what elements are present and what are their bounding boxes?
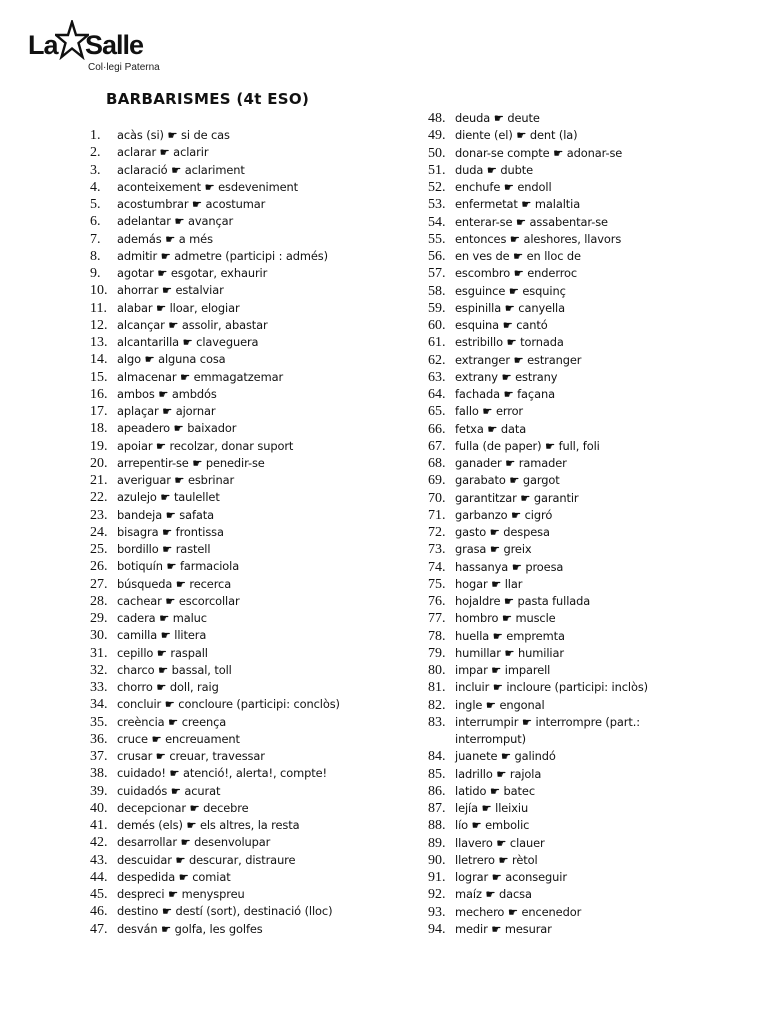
list-item [90, 853, 420, 870]
item-text: descuidar ☛ descurar, distraure [117, 852, 296, 867]
item-number: 82. [428, 697, 446, 713]
list-item [428, 836, 758, 853]
item-text: ahorrar ☛ estalviar [117, 283, 224, 298]
item-text: interrumpir ☛ interrompre (part.: [455, 714, 640, 729]
list-item [90, 542, 420, 559]
list-item [428, 853, 758, 870]
school-logo [28, 20, 168, 76]
item-text: hassanya ☛ proesa [455, 559, 564, 574]
list-item [90, 421, 420, 438]
list-item [90, 214, 420, 231]
list-item [428, 525, 758, 542]
list-item [428, 456, 758, 473]
item-number: 70. [428, 490, 446, 506]
item-text: acostumbrar ☛ acostumar [117, 197, 266, 211]
item-number: 28. [90, 593, 108, 609]
list-item [428, 594, 758, 611]
list-item [90, 870, 420, 887]
list-item [90, 697, 420, 714]
item-text: latido ☛ batec [455, 783, 535, 798]
list-item [428, 698, 758, 715]
item-number: 67. [428, 438, 446, 454]
list-item [90, 473, 420, 490]
item-number: 15. [90, 369, 108, 385]
item-number: 34. [90, 697, 108, 713]
star-icon [55, 20, 89, 60]
list-item [90, 646, 420, 663]
item-number: 65. [428, 404, 446, 420]
item-text: demés (els) ☛ els altres, la resta [117, 818, 300, 832]
list-item [90, 680, 420, 697]
item-number: 62. [428, 352, 446, 368]
item-text: charco ☛ bassal, toll [117, 662, 232, 677]
list-item [428, 128, 758, 145]
list-item [428, 680, 758, 697]
item-text: además ☛ a més [117, 231, 213, 246]
list-item [428, 663, 758, 680]
list-item [428, 215, 758, 232]
item-number: 22. [90, 490, 108, 506]
logo-subtitle: Col·legi Paterna [88, 62, 160, 73]
list-item [428, 422, 758, 439]
item-text: aclarar ☛ aclarir [117, 145, 209, 160]
page-title: BARBARISMES (4t ESO) [106, 90, 310, 108]
item-text: ganader ☛ ramader [455, 456, 567, 470]
item-number: 19. [90, 438, 108, 454]
item-number: 89. [428, 835, 446, 851]
list-item [90, 559, 420, 576]
item-text: extrany ☛ estrany [455, 369, 558, 384]
item-number: 45. [90, 887, 108, 902]
item-text: almacenar ☛ emmagatzemar [117, 369, 284, 384]
item-number: 83. [428, 714, 446, 730]
item-text: duda ☛ dubte [455, 162, 534, 177]
list-item [428, 577, 758, 594]
item-number: 6. [90, 214, 101, 230]
item-number: 58. [428, 283, 446, 299]
item-number: 80. [428, 663, 446, 678]
item-number: 27. [90, 576, 108, 592]
item-text: alabar ☛ lloar, elogiar [117, 300, 240, 315]
item-text: medir ☛ mesurar [455, 921, 552, 936]
item-text: apeadero ☛ baixador [117, 421, 237, 436]
item-text: acàs (si) ☛ si de cas [117, 128, 230, 142]
item-number: 75. [428, 576, 446, 592]
list-item [428, 318, 758, 335]
list-item [90, 128, 420, 145]
item-number: 61. [428, 335, 446, 351]
item-number: 13. [90, 335, 108, 350]
item-text: fallo ☛ error [455, 404, 524, 419]
right-column-list [428, 111, 758, 939]
item-number: 33. [90, 680, 108, 695]
item-text: hogar ☛ llar [455, 576, 523, 591]
list-item [90, 801, 420, 818]
item-number: 51. [428, 162, 446, 178]
item-text: incluir ☛ incloure (participi: inclòs) [455, 680, 649, 695]
item-text: búsqueda ☛ recerca [117, 576, 232, 591]
list-item [90, 404, 420, 421]
list-item [428, 784, 758, 801]
item-number: 81. [428, 680, 446, 696]
item-text: arrepentir-se ☛ penedir-se [117, 455, 265, 470]
item-number: 3. [90, 162, 101, 178]
list-item [428, 353, 758, 370]
list-item [428, 404, 758, 421]
list-item [90, 922, 420, 939]
item-number: 79. [428, 645, 446, 661]
item-number: 66. [428, 421, 446, 437]
item-text: despreci ☛ menyspreu [117, 887, 245, 901]
item-number: 36. [90, 731, 108, 747]
list-item [428, 111, 758, 128]
item-text: en ves de ☛ en lloc de [455, 249, 581, 263]
item-number: 90. [428, 852, 446, 868]
item-text: interromput) [455, 732, 526, 746]
item-number: 18. [90, 421, 108, 437]
item-number: 47. [90, 921, 108, 937]
list-item [90, 370, 420, 387]
item-number: 2. [90, 145, 101, 161]
list-item [428, 163, 758, 180]
item-number: 35. [90, 714, 108, 730]
item-text: bisagra ☛ frontissa [117, 524, 224, 539]
item-number: 55. [428, 231, 446, 247]
list-item [90, 904, 420, 921]
item-text: hombro ☛ muscle [455, 611, 556, 626]
item-number: 53. [428, 197, 446, 213]
list-item [90, 456, 420, 473]
item-number: 1. [90, 128, 101, 143]
item-number: 21. [90, 473, 108, 488]
list-item [428, 249, 758, 266]
item-number: 59. [428, 300, 446, 316]
logo-word-la: La [28, 30, 58, 60]
item-number: 7. [90, 231, 101, 247]
item-text: decepcionar ☛ decebre [117, 800, 249, 815]
item-number: 54. [428, 214, 446, 230]
list-item [428, 646, 758, 663]
list-item [428, 439, 758, 456]
item-text: escombro ☛ enderroc [455, 266, 578, 281]
item-number: 4. [90, 179, 101, 195]
item-text: fetxa ☛ data [455, 421, 527, 436]
item-number: 56. [428, 249, 446, 264]
item-text: aconteixement ☛ esdeveniment [117, 179, 299, 194]
item-number: 39. [90, 783, 108, 799]
item-text: crusar ☛ creuar, travessar [117, 749, 265, 763]
list-item [90, 249, 420, 266]
item-number: 69. [428, 473, 446, 489]
list-item [90, 163, 420, 180]
item-number: 88. [428, 818, 446, 834]
list-item [428, 818, 758, 835]
item-text: donar-se compte ☛ adonar-se [455, 145, 623, 160]
item-number: 20. [90, 455, 108, 471]
list-item [428, 491, 758, 508]
list-item [428, 335, 758, 352]
list-item [90, 266, 420, 283]
list-item [90, 611, 420, 628]
left-column-list [90, 128, 420, 939]
item-number: 73. [428, 542, 446, 558]
list-item [428, 197, 758, 214]
list-item [90, 283, 420, 300]
item-text: cuidadós ☛ acurat [117, 783, 221, 798]
item-number: 29. [90, 611, 108, 626]
list-item [428, 370, 758, 387]
item-number: 60. [428, 318, 446, 333]
item-text: chorro ☛ doll, raig [117, 680, 219, 694]
item-number: 25. [90, 542, 108, 557]
item-number: 31. [90, 645, 108, 661]
item-text: despedida ☛ comiat [117, 869, 231, 884]
list-item [90, 818, 420, 835]
item-text: desarrollar ☛ desenvolupar [117, 835, 271, 850]
item-text: concluir ☛ concloure (participi: conclòs) [117, 697, 340, 712]
item-text: lletrero ☛ rètol [455, 852, 538, 867]
item-number: 42. [90, 835, 108, 851]
item-text: azulejo ☛ taulellet [117, 490, 220, 505]
item-text: camilla ☛ llitera [117, 628, 207, 643]
item-number: 41. [90, 818, 108, 833]
list-item [90, 715, 420, 732]
item-text: cadera ☛ maluc [117, 611, 207, 625]
list-item [90, 887, 420, 904]
item-number: 74. [428, 559, 446, 575]
item-text: bordillo ☛ rastell [117, 542, 211, 556]
item-number: 43. [90, 852, 108, 868]
list-item [428, 146, 758, 163]
list-item [90, 318, 420, 335]
item-text: aplaçar ☛ ajornar [117, 404, 216, 418]
list-item [428, 473, 758, 490]
item-number: 94. [428, 921, 446, 937]
item-text: maíz ☛ dacsa [455, 887, 532, 902]
item-number: 76. [428, 594, 446, 609]
item-number: 12. [90, 317, 108, 333]
item-text: ladrillo ☛ rajola [455, 766, 542, 781]
item-text: estribillo ☛ tornada [455, 335, 564, 350]
list-item [90, 749, 420, 766]
list-item [90, 835, 420, 852]
list-item [90, 490, 420, 507]
item-text: huella ☛ empremta [455, 628, 565, 643]
list-item [428, 715, 758, 732]
list-item [90, 301, 420, 318]
item-text: enchufe ☛ endoll [455, 180, 552, 194]
item-text: grasa ☛ greix [455, 542, 532, 557]
item-text: admitir ☛ admetre (participi : admés) [117, 248, 328, 263]
list-item [428, 266, 758, 283]
list-item [428, 905, 758, 922]
item-number: 92. [428, 887, 446, 903]
item-number: 50. [428, 145, 446, 161]
list-item [428, 732, 758, 749]
item-text: esquina ☛ cantó [455, 318, 548, 332]
item-text: cachear ☛ escorcollar [117, 593, 240, 608]
item-number: 40. [90, 800, 108, 816]
list-item [90, 594, 420, 611]
item-number: 91. [428, 870, 446, 885]
list-item [90, 439, 420, 456]
item-number: 63. [428, 369, 446, 385]
item-text: algo ☛ alguna cosa [117, 352, 226, 367]
list-item [90, 352, 420, 369]
item-text: botiquín ☛ farmaciola [117, 559, 240, 574]
list-item [428, 232, 758, 249]
list-item [90, 197, 420, 214]
list-item [90, 784, 420, 801]
item-text: diente (el) ☛ dent (la) [455, 128, 578, 143]
list-item [90, 387, 420, 404]
item-number: 86. [428, 783, 446, 799]
list-item [428, 629, 758, 646]
item-text: creència ☛ creença [117, 714, 227, 729]
item-text: fachada ☛ façana [455, 387, 555, 401]
item-text: humillar ☛ humiliar [455, 645, 564, 660]
item-number: 26. [90, 559, 108, 575]
item-text: esguince ☛ esquinç [455, 283, 566, 298]
item-text: aclaració ☛ aclariment [117, 162, 245, 177]
list-item [90, 663, 420, 680]
item-text: ingle ☛ engonal [455, 697, 545, 712]
item-number: 17. [90, 404, 108, 419]
item-number: 37. [90, 749, 108, 764]
item-number: 46. [90, 904, 108, 920]
item-text: lío ☛ embolic [455, 818, 530, 833]
item-number: 71. [428, 507, 446, 523]
item-text: garbanzo ☛ cigró [455, 507, 553, 522]
list-item [428, 542, 758, 559]
item-text: garantitzar ☛ garantir [455, 490, 579, 505]
item-text: cuidado! ☛ atenció!, alerta!, compte! [117, 766, 327, 781]
item-text: juanete ☛ galindó [455, 749, 556, 764]
item-number: 38. [90, 766, 108, 782]
item-text: adelantar ☛ avançar [117, 214, 234, 229]
logo-word-salle: Salle [85, 30, 144, 60]
item-number: 9. [90, 266, 101, 281]
item-text: espinilla ☛ canyella [455, 300, 566, 315]
list-item [428, 801, 758, 818]
item-text: destino ☛ destí (sort), destinació (lloc) [117, 904, 333, 919]
list-item [428, 870, 758, 887]
item-number: 87. [428, 801, 446, 816]
list-item [90, 766, 420, 783]
item-text: alcançar ☛ assolir, abastar [117, 317, 268, 332]
list-item [428, 508, 758, 525]
item-text: fulla (de paper) ☛ full, foli [455, 438, 600, 453]
item-text: entonces ☛ aleshores, llavors [455, 231, 622, 246]
item-number: 93. [428, 904, 446, 920]
item-text: gasto ☛ despesa [455, 525, 550, 539]
item-number: 64. [428, 387, 446, 402]
item-text: mechero ☛ encenedor [455, 904, 582, 919]
item-number: 84. [428, 749, 446, 765]
list-item [428, 387, 758, 404]
item-number: 77. [428, 611, 446, 627]
item-number: 32. [90, 662, 108, 678]
item-text: hojaldre ☛ pasta fullada [455, 594, 591, 608]
list-item [90, 525, 420, 542]
list-item [428, 301, 758, 318]
list-item [428, 922, 758, 939]
item-number: 5. [90, 197, 101, 212]
item-text: cepillo ☛ raspall [117, 645, 208, 660]
item-number: 44. [90, 869, 108, 885]
list-item [428, 180, 758, 197]
item-text: agotar ☛ esgotar, exhaurir [117, 266, 268, 280]
list-item [90, 732, 420, 749]
item-number: 72. [428, 525, 446, 540]
item-text: impar ☛ imparell [455, 663, 551, 677]
list-item [90, 508, 420, 525]
item-number: 78. [428, 628, 446, 644]
item-text: apoiar ☛ recolzar, donar suport [117, 438, 294, 453]
list-item [428, 560, 758, 577]
item-text: desván ☛ golfa, les golfes [117, 921, 263, 936]
list-item [90, 335, 420, 352]
list-item [90, 145, 420, 162]
list-item [428, 767, 758, 784]
item-number: 8. [90, 248, 101, 264]
item-text: lograr ☛ aconseguir [455, 870, 567, 884]
item-text: alcantarilla ☛ claveguera [117, 335, 259, 349]
item-number: 52. [428, 180, 446, 195]
list-item [428, 284, 758, 301]
item-number: 30. [90, 628, 108, 644]
list-item [90, 577, 420, 594]
item-text: ambos ☛ ambdós [117, 386, 217, 401]
item-text: deuda ☛ deute [455, 111, 540, 125]
item-text: extranger ☛ estranger [455, 352, 582, 367]
item-number: 57. [428, 266, 446, 282]
item-text: averiguar ☛ esbrinar [117, 473, 235, 487]
item-number: 16. [90, 386, 108, 402]
item-number: 10. [90, 283, 108, 299]
list-item [90, 628, 420, 645]
item-number: 23. [90, 507, 108, 523]
item-number: 14. [90, 352, 108, 368]
item-text: enterar-se ☛ assabentar-se [455, 214, 608, 229]
item-number: 24. [90, 524, 108, 540]
item-text: cruce ☛ encreuament [117, 731, 240, 746]
list-item [428, 749, 758, 766]
list-item [428, 611, 758, 628]
item-number: 48. [428, 111, 446, 126]
item-number: 11. [90, 300, 107, 316]
item-number: 49. [428, 128, 446, 144]
item-number: 85. [428, 766, 446, 782]
list-item [90, 232, 420, 249]
item-text: llavero ☛ clauer [455, 835, 545, 850]
item-text: lejía ☛ lleixiu [455, 801, 529, 815]
item-text: garabato ☛ gargot [455, 473, 560, 488]
item-text: enfermetat ☛ malaltia [455, 197, 581, 212]
list-item [90, 180, 420, 197]
item-number: 68. [428, 456, 446, 471]
list-item [428, 887, 758, 904]
item-text: bandeja ☛ safata [117, 507, 215, 522]
